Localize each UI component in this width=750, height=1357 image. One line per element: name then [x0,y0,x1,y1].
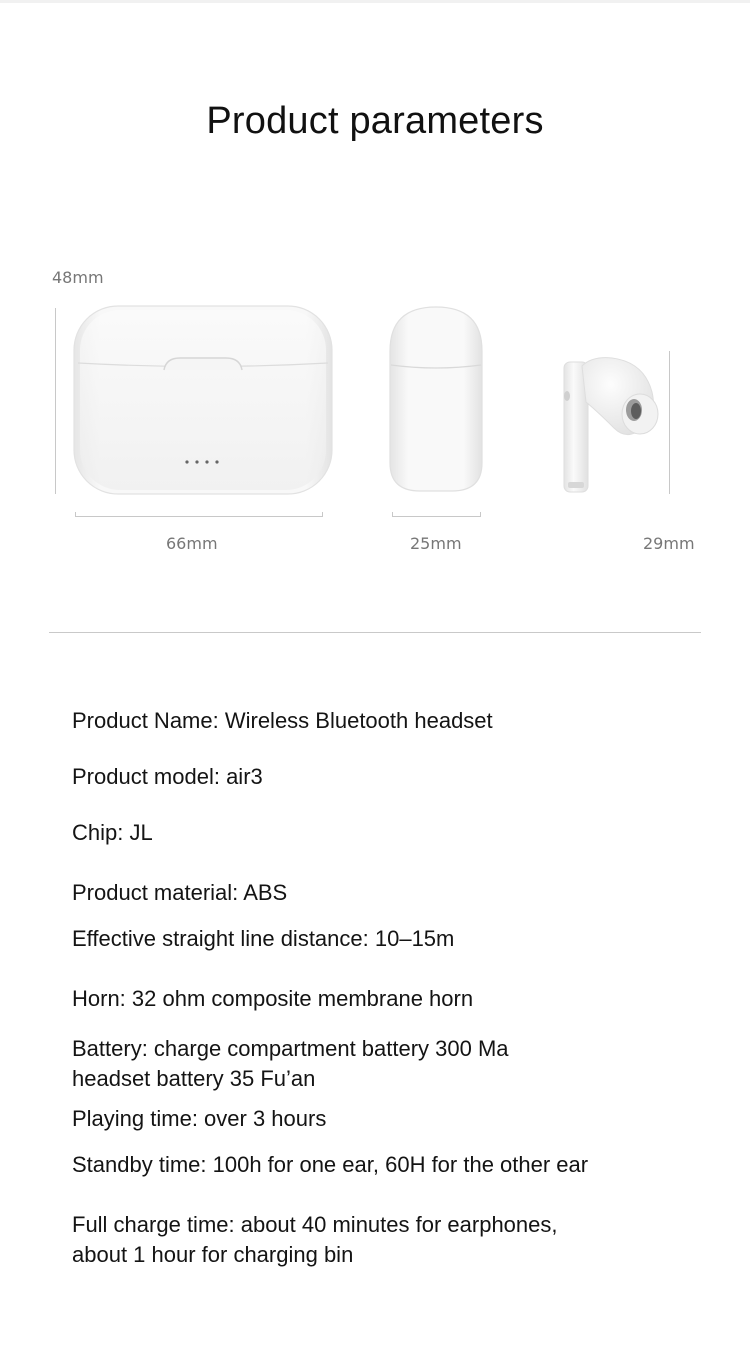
spec-battery-line2: headset battery 35 Fu’an [72,1066,316,1091]
page-title: Product parameters [206,100,544,142]
section-divider [49,632,701,633]
case-height-label: 48mm [52,268,104,287]
spec-product-name: Product Name: Wireless Bluetooth headset [72,708,493,733]
charging-case-image [70,300,338,500]
spec-product-model: Product model: air3 [72,764,263,789]
bud-width-tick-right [480,512,481,517]
case-width-tick-right [322,512,323,517]
spec-material: Product material: ABS [72,880,288,905]
earphone-height-label: 29mm [643,534,695,553]
earphone-image [552,352,672,496]
top-rule [0,0,750,3]
case-width-line [75,516,323,517]
spec-charge-time-line1: Full charge time: about 40 minutes for earphones, [72,1212,558,1237]
spec-charge-time-line2: about 1 hour for charging bin [72,1242,354,1267]
bud-width-label: 25mm [410,534,462,553]
case-width-tick-left [75,512,76,517]
case-width-label: 66mm [166,534,218,553]
spec-battery-line1: Battery: charge compartment battery 300 Ma [72,1036,509,1061]
spec-standby-time: Standby time: 100h for one ear, 60H for the other ear [72,1152,589,1177]
bud-width-tick-left [392,512,393,517]
bud-width-line [392,516,481,517]
spec-chip: Chip: JL [72,820,153,845]
earphone-height-line [669,351,670,494]
case-side-image [386,303,486,495]
case-height-line [55,308,56,494]
spec-playing-time: Playing time: over 3 hours [72,1106,327,1131]
spec-horn: Horn: 32 ohm composite membrane horn [72,986,474,1011]
spec-distance: Effective straight line distance: 10–15m [72,926,455,951]
